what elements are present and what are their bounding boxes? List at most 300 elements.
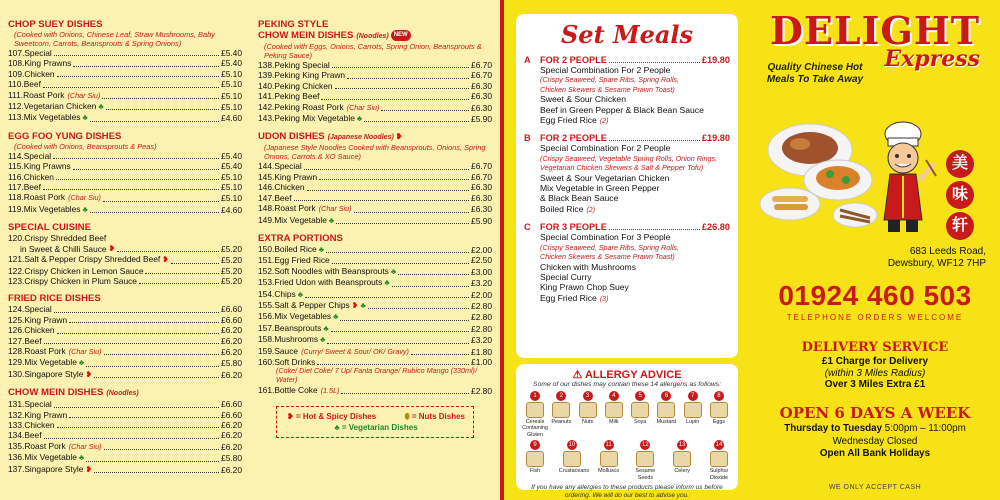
set-meal-line (524, 75, 730, 84)
section-title-sub: (Japanese Noodles) (327, 134, 394, 142)
item-text: Roast Pork (24, 440, 66, 451)
item-name (8, 204, 88, 215)
leader-dots (43, 189, 219, 190)
item-price: £5.90 (471, 215, 492, 226)
address-line-2: Dewsbury, WF12 7HP (887, 258, 986, 269)
menu-item (8, 399, 242, 409)
item-text: Mix Vegetable (274, 214, 327, 225)
chinese-name (946, 150, 976, 243)
section-title-text: CHOW MEIN DISHES (8, 387, 104, 399)
menu-item (258, 102, 492, 113)
set-meal-line-text: Beef in Green Pepper & Black Bean Sauce (540, 104, 704, 115)
section-title (8, 131, 242, 142)
item-text: Mix Vegetable (24, 357, 77, 368)
item-text: Chicken (23, 171, 54, 182)
set-meal-line (524, 193, 730, 203)
item-name (258, 255, 330, 265)
item-number: 138. (258, 60, 275, 71)
allergen-icon (552, 402, 570, 418)
menu-item (258, 172, 492, 182)
set-meal-line (524, 282, 730, 292)
set-meal-line-text: Special Curry (540, 271, 592, 282)
item-number: 110. (8, 79, 24, 90)
leader-dots (332, 67, 469, 68)
set-meal-line-text: Boiled Rice (540, 203, 584, 214)
set-meal-line-text: Mix Vegetable in Green Pepper (540, 183, 660, 194)
delivery-line-1: £1 Charge for Delivery (821, 356, 929, 367)
menu-item (258, 300, 492, 311)
allergen-number: 5 (635, 391, 645, 401)
opening-line-2: Wednesday Closed (832, 435, 918, 447)
set-meal-line-text: Special Combination For 3 People (540, 232, 671, 243)
delivery-title: DELIVERY SERVICE (801, 340, 949, 355)
item-name (258, 161, 302, 171)
item-name (8, 48, 52, 58)
item-name (8, 304, 52, 314)
menu-item (8, 58, 242, 68)
item-number: 130. (8, 368, 25, 379)
set-meal-line-text: (Crispy Seaweed, Spare Ribs, Spring Rolls, (540, 75, 680, 85)
item-number: 122. (8, 265, 25, 276)
section-title (8, 387, 242, 399)
set-meal-line-text: Egg Fried Rice (540, 115, 597, 126)
item-name (8, 430, 42, 440)
item-text: Roast Pork (23, 89, 65, 100)
set-meal-qty: (2) (599, 118, 609, 126)
leaf-icon: ♣ (82, 113, 88, 123)
set-meal-line-text: Egg Fried Rice (540, 292, 597, 303)
allergen-label: Fish (529, 468, 541, 475)
menu-item (8, 192, 242, 203)
symbol-legend (276, 406, 474, 438)
item-text: Singapore Style (24, 463, 84, 474)
item-price: £6.30 (471, 102, 492, 113)
item-name (8, 410, 67, 420)
menu-item (8, 151, 242, 161)
item-price: £6.20 (221, 441, 242, 452)
item-note: (1.5L) (320, 385, 340, 395)
leader-dots (54, 312, 219, 313)
set-meal-line (524, 243, 730, 252)
allergen-label: Peanuts (551, 419, 572, 425)
item-text-cont: in Sweet & Chilli Sauce (20, 243, 107, 254)
leader-dots (86, 461, 219, 462)
opening-hours (760, 423, 990, 461)
leader-dots (321, 99, 469, 100)
item-note: (Curry/ Sweet & Sour/ OK/ Gravy) (301, 346, 409, 356)
allergen-number: 10 (568, 442, 576, 449)
item-price: £3.00 (471, 266, 492, 277)
set-meal-line-text: Vegetarian Chicken Skewers & Salt & Pepper Tofu) (540, 163, 704, 173)
set-meal-price: £19.80 (701, 133, 730, 144)
set-meal-line (524, 65, 730, 75)
item-text: Soft Drinks (274, 356, 316, 367)
set-meal-qty: (3) (599, 295, 609, 303)
menu-item (258, 203, 492, 214)
item-text: Salt & Pepper Crispy Shredded Beef (24, 254, 161, 265)
item-name (8, 90, 100, 101)
leader-dots (331, 331, 469, 332)
item-text: Egg Fried Rice (274, 255, 330, 266)
leader-dots (609, 62, 700, 63)
item-name (258, 277, 390, 288)
set-meals-card (516, 14, 738, 358)
delivery-line-2: (within 3 Miles Radius) (824, 367, 926, 379)
allergen-item (575, 391, 601, 438)
item-note: (Char Siu) (346, 102, 380, 112)
item-number: 111. (8, 89, 24, 100)
allergen-item (522, 391, 548, 438)
item-number: 157. (258, 322, 275, 333)
leader-dots (381, 110, 469, 111)
leader-dots (104, 354, 220, 355)
cash-only-note: WE ONLY ACCEPT CASH (828, 484, 922, 491)
set-meal-line (524, 272, 730, 282)
item-price: £5.20 (221, 275, 242, 286)
set-meal-letter: C (524, 222, 531, 233)
item-text: King Prawn (274, 171, 318, 182)
allergen-item (706, 391, 732, 438)
delivery-info (760, 356, 990, 391)
allergen-number: 6 (661, 391, 671, 401)
leader-dots (411, 354, 469, 355)
menu-item (8, 276, 242, 286)
item-name (8, 182, 41, 192)
item-text: Mix Vegetables (23, 112, 81, 123)
item-text: Roast Pork (23, 192, 66, 203)
allergen-label: Soya (633, 419, 647, 425)
chinese-char-2: 味 (946, 181, 974, 209)
allergen-number: 3 (583, 391, 593, 401)
section-title (8, 19, 242, 30)
leader-dots (53, 158, 219, 159)
item-price: £5.40 (221, 161, 242, 172)
item-price: £6.20 (221, 419, 242, 430)
allergen-item (680, 391, 706, 438)
item-name (258, 266, 396, 277)
leader-dots (304, 169, 469, 170)
item-number: 109. (8, 68, 25, 79)
item-price: £2.80 (471, 312, 492, 323)
leaf-icon: ♣ (318, 244, 324, 254)
set-meal-line (524, 105, 730, 115)
leader-dots (54, 407, 219, 408)
item-name (8, 369, 92, 380)
item-number: 123. (8, 275, 25, 286)
allergen-number: 12 (642, 442, 649, 449)
set-meal-line (524, 94, 730, 104)
allergen-item (706, 440, 732, 481)
allergen-icon (526, 451, 544, 467)
item-number: 120. (8, 233, 25, 244)
item-text: Peking Chicken (274, 80, 333, 91)
item-number: 155. (258, 299, 275, 310)
set-meal-line-text: Chicken Skewers & Sesame Prawn Toast) (540, 252, 675, 262)
item-price: £6.20 (221, 369, 242, 380)
item-name (258, 203, 352, 214)
tagline: Quality Chinese Hot Meals To Take Away (766, 62, 864, 85)
item-name (258, 193, 292, 203)
brand-logo-sub: Express (884, 46, 980, 72)
leader-dots (94, 472, 219, 473)
section-title-text-2: CHOW MEIN DISHES (258, 30, 354, 42)
item-text: Salt & Pepper Chips (274, 299, 350, 310)
item-price: £1.80 (471, 346, 492, 357)
item-price: £6.20 (221, 346, 242, 357)
item-name (8, 276, 137, 286)
set-meal-name: FOR 2 PEOPLE (540, 133, 607, 144)
item-name (8, 101, 104, 112)
item-number: 152. (258, 265, 275, 276)
item-text: Beef (24, 335, 42, 346)
item-price: £5.40 (221, 150, 242, 161)
section-title-text: EXTRA PORTIONS (258, 232, 343, 244)
item-price: £6.20 (221, 464, 242, 475)
item-number: 116. (8, 171, 24, 182)
item-number: 151. (258, 255, 275, 266)
item-price: £1.00 (471, 356, 492, 367)
set-meal-letter: B (524, 133, 531, 144)
menu-item (8, 420, 242, 430)
chinese-char-3: 轩 (946, 212, 974, 240)
address-line-1: 683 Leeds Road, (909, 246, 986, 257)
leaf-icon: ♣ (320, 335, 326, 345)
set-meal-line-text: Special Combination For 2 People (540, 65, 671, 75)
menu-item (8, 336, 242, 346)
item-text: King Prawn (24, 409, 68, 420)
set-meals-panel (500, 0, 750, 500)
allergen-icon (526, 402, 544, 418)
phone-number[interactable]: 01924 460 503 (778, 280, 972, 311)
section-title-text: FRIED RICE DISHES (8, 293, 101, 305)
leader-dots (57, 333, 219, 334)
item-name (8, 420, 55, 430)
item-name (8, 357, 84, 368)
item-number: 129. (8, 357, 25, 368)
menu-item (8, 79, 242, 89)
menu-item (8, 346, 242, 357)
menu-item (8, 441, 242, 452)
section-title-text: CHOP SUEY DISHES (8, 19, 103, 30)
item-text: Crispy Shredded Beef (24, 233, 107, 244)
set-meal-line-text: Chicken with Mushrooms (540, 261, 636, 272)
menu-item (8, 325, 242, 335)
item-number: 145. (258, 171, 275, 182)
item-name (258, 346, 409, 357)
leaf-icon: ♣ (78, 358, 85, 368)
allergy-subtitle: Some of our dishes may contain these 14 allergens as follows: (532, 381, 722, 388)
allergen-item (548, 391, 574, 438)
new-badge: NEW (391, 30, 411, 41)
item-text: Chips (274, 288, 296, 299)
set-meal-name: FOR 2 PEOPLE (540, 55, 607, 65)
menu-item (8, 172, 242, 182)
item-text: Special (24, 48, 52, 58)
allergen-label: Cereals Containing Gluten (522, 419, 548, 438)
allergen-icon (600, 451, 618, 467)
item-name (8, 399, 52, 409)
item-name (8, 151, 51, 161)
allergen-label: Crustaceans (558, 468, 590, 475)
allergen-item (669, 440, 695, 481)
leaf-icon: ♣ (323, 323, 329, 333)
item-number: 154. (258, 288, 275, 299)
leaf-icon: ♣ (384, 278, 390, 288)
item-price: £5.10 (221, 182, 242, 193)
menu-item (8, 101, 242, 112)
item-price: £6.30 (471, 80, 492, 91)
item-price: £5.10 (221, 171, 242, 182)
item-text: Special (274, 161, 302, 172)
leader-dots (57, 76, 219, 77)
set-meal-line-text: & Black Bean Sauce (540, 193, 619, 204)
allergen-item (632, 440, 658, 481)
set-meal-line (524, 143, 730, 153)
item-note: (Char Siu) (68, 193, 101, 203)
menu-item (258, 311, 492, 322)
menu-item (8, 90, 242, 101)
set-meal-line (524, 183, 730, 193)
menu-item (258, 266, 492, 277)
leader-dots (609, 140, 700, 141)
item-price: £5.40 (221, 58, 242, 69)
chili-icon: ❥ (85, 369, 93, 379)
item-text: Peking Roast Pork (274, 101, 344, 112)
legend-nuts: ⬮ = Nuts Dishes (404, 412, 465, 422)
leader-dots (117, 251, 219, 252)
item-name (8, 233, 106, 243)
item-number: 141. (258, 91, 275, 102)
leader-dots (336, 223, 469, 224)
set-meal-name: FOR 3 PEOPLE (540, 222, 607, 233)
item-name (258, 385, 339, 396)
allergen-item (558, 440, 590, 481)
item-note: (Coke/ Diet Coke/ 7 Up/ Fanta Orange/ Rubico Mango (330ml)/ Water) (276, 366, 477, 385)
allergen-icon (636, 451, 654, 467)
item-price: £6.60 (221, 314, 242, 325)
allergen-number: 8 (714, 391, 724, 401)
section-title-text: SPECIAL CUISINE (8, 222, 91, 234)
menu-item (258, 334, 492, 345)
brand-panel (750, 0, 1000, 500)
item-text: Boiled Rice (274, 243, 317, 254)
item-number: 137. (8, 463, 25, 474)
menu-item (258, 255, 492, 265)
item-text: Peking Beef (274, 91, 320, 102)
leader-dots (319, 179, 469, 180)
item-name (258, 70, 345, 80)
leader-dots (317, 364, 469, 365)
item-name (8, 58, 71, 68)
menu-item (258, 244, 492, 255)
leader-dots (90, 212, 219, 213)
item-number: 119. (8, 203, 24, 214)
set-meal-line-text: (Crispy Seaweed, Vegetable Spring Rolls, Onion Rings, (540, 153, 718, 163)
menu-item-cont (8, 244, 242, 254)
item-text: Roast Pork (274, 203, 316, 214)
section-title (258, 131, 492, 143)
allergen-icon (710, 451, 728, 467)
menu-item (8, 452, 242, 463)
section-title (8, 293, 242, 304)
item-number: 150. (258, 243, 275, 254)
allergen-number: 4 (609, 391, 619, 401)
menu-item (8, 266, 242, 276)
item-name (258, 81, 333, 91)
leader-dots (305, 297, 469, 298)
item-price: £5.90 (471, 114, 492, 125)
item-price: £5.10 (221, 193, 242, 204)
leader-dots (354, 212, 470, 213)
leader-dots (392, 286, 469, 287)
item-text: Special (24, 304, 52, 315)
menu-item (258, 81, 492, 91)
item-number: 158. (258, 334, 275, 345)
item-price: £2.00 (471, 244, 492, 255)
allergen-item (627, 391, 653, 438)
item-name (8, 346, 102, 357)
item-name (8, 254, 169, 265)
item-price: £6.70 (471, 171, 492, 182)
set-meal-line (524, 293, 730, 305)
item-number: 107. (8, 48, 25, 58)
item-name (258, 182, 305, 192)
leader-dots (73, 169, 219, 170)
legend-veg: ♣ = Vegetarian Dishes (334, 423, 418, 433)
chili-icon: ❥ (395, 132, 403, 142)
leader-dots (327, 343, 469, 344)
section-title-text: UDON DISHES (258, 131, 325, 143)
allergen-icon (684, 402, 702, 418)
item-price: £6.20 (221, 335, 242, 346)
leader-dots (43, 87, 219, 88)
menu-item (8, 48, 242, 58)
menu-item (8, 182, 242, 192)
item-text: Peking Mix Vegetable (274, 113, 355, 124)
food-photo-icon (760, 110, 880, 230)
item-text: Mushrooms (274, 334, 319, 345)
leaf-icon: ♣ (333, 312, 339, 322)
item-text: Peking Special (274, 60, 330, 71)
item-price: £6.70 (471, 161, 492, 172)
item-price: £2.50 (471, 255, 492, 266)
chili-icon: ❥ (287, 412, 294, 422)
item-price: £6.20 (221, 430, 242, 441)
allergen-label: Milk (609, 419, 619, 425)
item-note: (Char Siu) (68, 346, 102, 356)
item-text: Sauce (274, 345, 299, 356)
menu-item (258, 346, 492, 357)
item-number: 136. (8, 452, 25, 463)
item-number: 126. (8, 325, 25, 336)
set-meal-line-text: Special Combination For 2 People (540, 143, 671, 154)
set-meals-title: Set Meals (560, 20, 694, 49)
set-meal-header (524, 222, 730, 232)
allergy-advice (516, 364, 738, 500)
item-number: 131. (8, 399, 25, 410)
leaf-icon: ♣ (98, 102, 104, 112)
item-number: 117. (8, 182, 24, 193)
item-name (8, 172, 54, 182)
item-price: £5.10 (221, 68, 242, 79)
item-price: £6.70 (471, 60, 492, 71)
leader-dots (86, 366, 219, 367)
allergen-number: 13 (678, 442, 686, 449)
item-text: Beef (274, 192, 292, 203)
section-note: (Cooked with Eggs, Onions, Carrots, Spring Onion, Beansprouts & Peking Sauce) (264, 42, 482, 61)
menu-item (8, 357, 242, 368)
item-name (8, 79, 41, 89)
